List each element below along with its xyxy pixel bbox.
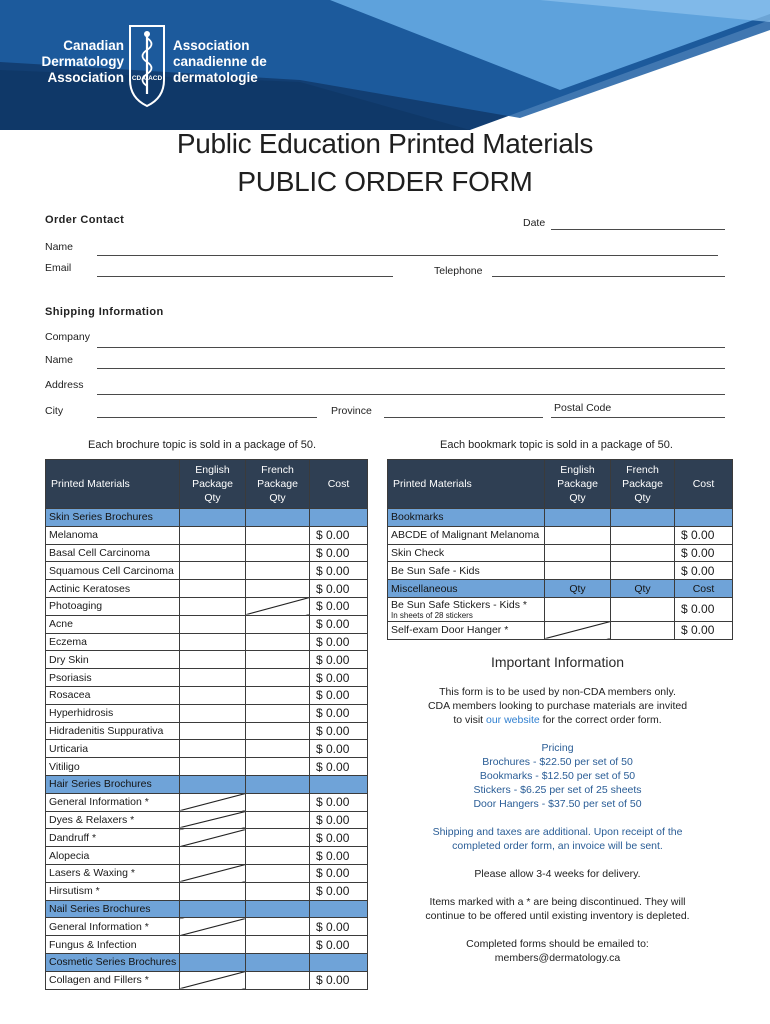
english-qty-unavailable <box>180 793 246 811</box>
item-label: Alopecia <box>46 847 180 865</box>
cost-cell: $ 0.00 <box>310 740 368 758</box>
section-cell <box>611 509 675 527</box>
cost-cell: $ 0.00 <box>310 669 368 687</box>
shipping-name-field[interactable] <box>97 368 725 369</box>
table-row <box>388 526 733 544</box>
french-qty-input[interactable] <box>246 811 310 829</box>
english-qty-input[interactable] <box>180 526 246 544</box>
french-qty-input[interactable] <box>246 918 310 936</box>
table-row <box>46 722 368 740</box>
cost-cell: $ 0.00 <box>310 597 368 615</box>
french-qty-input[interactable] <box>246 526 310 544</box>
logo-english-name: Canadian Dermatology Association <box>41 38 124 85</box>
french-qty-input[interactable] <box>246 562 310 580</box>
table-row <box>46 544 368 562</box>
section-label: Cosmetic Series Brochures <box>46 953 180 971</box>
col-french-qty: French Package Qty <box>611 460 675 509</box>
delivery-note: Please allow 3-4 weeks for delivery. <box>474 868 641 880</box>
french-qty-unavailable <box>246 597 310 615</box>
item-label: Rosacea <box>46 686 180 704</box>
cost-cell: $ 0.00 <box>310 829 368 847</box>
section-row <box>388 509 733 527</box>
cost-cell: $ 0.00 <box>310 882 368 900</box>
english-qty-input[interactable] <box>545 597 611 621</box>
english-qty-input[interactable] <box>180 580 246 598</box>
section-cell <box>246 775 310 793</box>
section-label: Skin Series Brochures <box>46 509 180 527</box>
french-qty-input[interactable] <box>246 740 310 758</box>
english-qty-input[interactable] <box>180 651 246 669</box>
bookmark-order-table <box>387 459 733 640</box>
table-row <box>46 669 368 687</box>
item-label: Hirsutism * <box>46 882 180 900</box>
french-qty-input[interactable] <box>611 621 675 639</box>
discontinued-note: Items marked with a * are being discontinued. They will continue to be offered until existing inventory is depleted. <box>425 896 690 922</box>
french-qty-input[interactable] <box>246 704 310 722</box>
date-field[interactable] <box>551 229 725 230</box>
cost-cell: $ 0.00 <box>310 615 368 633</box>
section-cell <box>246 509 310 527</box>
item-label: Hyperhidrosis <box>46 704 180 722</box>
col-english-qty: English Package Qty <box>545 460 611 509</box>
cost-cell: $ 0.00 <box>310 633 368 651</box>
section-label: Nail Series Brochures <box>46 900 180 918</box>
item-label: Be Sun Safe - Kids <box>388 562 545 580</box>
section-row <box>46 900 368 918</box>
table-row <box>46 580 368 598</box>
table-row <box>46 829 368 847</box>
table-row <box>46 562 368 580</box>
section-cell: Qty <box>611 580 675 598</box>
item-label: Psoriasis <box>46 669 180 687</box>
postal-code-field[interactable] <box>551 417 725 418</box>
table-row <box>46 847 368 865</box>
svg-text:CDA·ACD: CDA·ACD <box>131 75 163 82</box>
item-label: Skin Check <box>388 544 545 562</box>
french-qty-input[interactable] <box>246 971 310 989</box>
item-label: Dry Skin <box>46 651 180 669</box>
company-field[interactable] <box>97 347 725 348</box>
col-french-qty: French Package Qty <box>246 460 310 509</box>
table-row <box>46 758 368 776</box>
french-qty-input[interactable] <box>246 864 310 882</box>
pricing-block: Pricing Brochures - $22.50 per set of 50 Bookmarks - $12.50 per set of 50 Stickers - $6.25 per set of 25 sheets Door Hangers - $37.50 per set of 50 <box>473 742 642 810</box>
province-label: Province <box>331 405 372 417</box>
email-instructions: Completed forms should be emailed to: members@dermatology.ca <box>395 937 720 965</box>
important-info-heading: Important Information <box>490 654 625 670</box>
section-cell: Cost <box>675 580 733 598</box>
item-label: Acne <box>46 615 180 633</box>
section-label: Hair Series Brochures <box>46 775 180 793</box>
section-row <box>46 509 368 527</box>
section-cell <box>310 953 368 971</box>
french-qty-input[interactable] <box>246 580 310 598</box>
shipping-heading: Shipping Information <box>45 306 164 318</box>
item-label: Melanoma <box>46 526 180 544</box>
item-label: Hidradenitis Suppurativa <box>46 722 180 740</box>
english-qty-input[interactable] <box>180 633 246 651</box>
logo-french-name: Association canadienne de dermatologie <box>173 38 267 85</box>
cost-cell: $ 0.00 <box>310 651 368 669</box>
item-label: Dyes & Relaxers * <box>46 811 180 829</box>
cost-cell: $ 0.00 <box>310 686 368 704</box>
french-qty-input[interactable] <box>246 615 310 633</box>
table-row <box>388 544 733 562</box>
english-qty-input[interactable] <box>180 704 246 722</box>
table-row <box>46 633 368 651</box>
table-row <box>46 918 368 936</box>
english-qty-unavailable <box>545 621 611 639</box>
section-cell <box>310 900 368 918</box>
members-note: This form is to be used by non-CDA members only. CDA members looking to purchase materials are invited to visit our website for the correct order form. <box>427 686 688 726</box>
cost-cell: $ 0.00 <box>310 562 368 580</box>
section-row <box>46 953 368 971</box>
section-cell <box>246 953 310 971</box>
table-row <box>46 882 368 900</box>
english-qty-input[interactable] <box>545 562 611 580</box>
contact-name-label: Name <box>45 241 74 253</box>
postal-code-label: Postal Code <box>554 402 612 414</box>
french-qty-input[interactable] <box>611 562 675 580</box>
english-qty-unavailable <box>180 811 246 829</box>
cost-cell: $ 0.00 <box>310 918 368 936</box>
email-label: Email <box>45 262 72 274</box>
shipping-taxes-note: Shipping and taxes are additional. Upon receipt of the completed order form, an invoice will be sent. <box>432 826 683 852</box>
cost-cell: $ 0.00 <box>310 544 368 562</box>
french-qty-input[interactable] <box>246 633 310 651</box>
province-field[interactable] <box>384 417 543 418</box>
address-label: Address <box>45 379 84 391</box>
cost-cell: $ 0.00 <box>310 722 368 740</box>
french-qty-input[interactable] <box>246 847 310 865</box>
item-label: Fungus & Infection <box>46 936 180 954</box>
col-printed-materials: Printed Materials <box>388 460 545 509</box>
french-qty-input[interactable] <box>611 544 675 562</box>
cost-cell: $ 0.00 <box>310 704 368 722</box>
french-qty-input[interactable] <box>246 669 310 687</box>
section-label: Bookmarks <box>388 509 545 527</box>
cost-cell: $ 0.00 <box>675 621 733 639</box>
english-qty-unavailable <box>180 918 246 936</box>
french-qty-input[interactable] <box>246 882 310 900</box>
section-label: Miscellaneous <box>388 580 545 598</box>
section-cell <box>310 775 368 793</box>
email-field[interactable] <box>97 276 393 277</box>
section-row <box>388 580 733 598</box>
cost-cell: $ 0.00 <box>310 811 368 829</box>
item-label: Lasers & Waxing * <box>46 864 180 882</box>
website-link[interactable]: our website <box>486 714 540 726</box>
table-row <box>46 651 368 669</box>
telephone-label: Telephone <box>434 265 483 277</box>
item-label: Photoaging <box>46 597 180 615</box>
french-qty-input[interactable] <box>611 597 675 621</box>
section-cell <box>545 509 611 527</box>
english-qty-input[interactable] <box>180 758 246 776</box>
page-title: Public Education Printed Materials <box>176 128 594 159</box>
telephone-field[interactable] <box>492 276 725 277</box>
table-row <box>46 615 368 633</box>
table-row <box>388 597 733 621</box>
section-cell <box>180 509 246 527</box>
english-qty-input[interactable] <box>545 526 611 544</box>
english-qty-input[interactable] <box>180 686 246 704</box>
table-row <box>46 526 368 544</box>
item-label: ABCDE of Malignant Melanoma <box>388 526 545 544</box>
item-label: General Information * <box>46 918 180 936</box>
table-row <box>46 936 368 954</box>
english-qty-input[interactable] <box>180 847 246 865</box>
order-contact-heading: Order Contact <box>45 214 125 226</box>
shipping-name-label: Name <box>45 354 74 366</box>
item-label: Collagen and Fillers * <box>46 971 180 989</box>
cda-logo[interactable] <box>40 24 280 108</box>
english-qty-input[interactable] <box>180 936 246 954</box>
table-row <box>46 704 368 722</box>
members-email-link[interactable]: members@dermatology.ca <box>494 952 621 964</box>
cost-cell: $ 0.00 <box>310 971 368 989</box>
item-sublabel: In sheets of 28 stickers <box>391 610 473 620</box>
cost-cell: $ 0.00 <box>675 562 733 580</box>
item-label: General Information * <box>46 793 180 811</box>
item-label: Self-exam Door Hanger * <box>388 621 545 639</box>
brochure-package-note: Each brochure topic is sold in a package of 50. <box>88 439 317 451</box>
french-qty-input[interactable] <box>246 722 310 740</box>
section-cell <box>246 900 310 918</box>
cost-cell: $ 0.00 <box>310 758 368 776</box>
cost-cell: $ 0.00 <box>310 580 368 598</box>
english-qty-unavailable <box>180 864 246 882</box>
item-label: Vitiligo <box>46 758 180 776</box>
table-row <box>388 621 733 639</box>
english-qty-input[interactable] <box>180 597 246 615</box>
english-qty-input[interactable] <box>180 669 246 687</box>
cost-cell: $ 0.00 <box>675 544 733 562</box>
table-row <box>46 971 368 989</box>
col-cost: Cost <box>310 460 368 509</box>
french-qty-input[interactable] <box>246 829 310 847</box>
english-qty-unavailable <box>180 829 246 847</box>
table-row <box>46 793 368 811</box>
table-row <box>46 686 368 704</box>
french-qty-input[interactable] <box>246 758 310 776</box>
item-label: Be Sun Safe Stickers - Kids * In sheets of 28 stickers <box>388 597 545 621</box>
french-qty-input[interactable] <box>246 686 310 704</box>
rod-of-asclepius-icon <box>126 24 168 108</box>
cost-cell: $ 0.00 <box>310 936 368 954</box>
section-cell: Qty <box>545 580 611 598</box>
item-label: Eczema <box>46 633 180 651</box>
section-row <box>46 775 368 793</box>
english-qty-input[interactable] <box>180 544 246 562</box>
english-qty-unavailable <box>180 971 246 989</box>
cost-cell: $ 0.00 <box>310 847 368 865</box>
table-row <box>46 864 368 882</box>
english-qty-input[interactable] <box>180 615 246 633</box>
cost-cell: $ 0.00 <box>675 526 733 544</box>
cost-cell: $ 0.00 <box>310 864 368 882</box>
french-qty-input[interactable] <box>611 526 675 544</box>
city-label: City <box>45 405 64 417</box>
col-cost: Cost <box>675 460 733 509</box>
section-cell <box>180 900 246 918</box>
contact-name-field[interactable] <box>97 255 718 256</box>
item-label: Urticaria <box>46 740 180 758</box>
brochure-order-table <box>45 459 368 990</box>
cost-cell: $ 0.00 <box>675 597 733 621</box>
table-row <box>388 562 733 580</box>
cost-cell: $ 0.00 <box>310 793 368 811</box>
date-label: Date <box>523 217 546 229</box>
table-row <box>46 740 368 758</box>
english-qty-input[interactable] <box>180 722 246 740</box>
city-field[interactable] <box>97 417 317 418</box>
section-cell <box>675 509 733 527</box>
section-cell <box>180 953 246 971</box>
col-english-qty: English Package Qty <box>180 460 246 509</box>
table-row <box>46 597 368 615</box>
french-qty-input[interactable] <box>246 544 310 562</box>
english-qty-input[interactable] <box>180 882 246 900</box>
french-qty-input[interactable] <box>246 651 310 669</box>
french-qty-input[interactable] <box>246 793 310 811</box>
table-row <box>46 811 368 829</box>
french-qty-input[interactable] <box>246 936 310 954</box>
col-printed-materials: Printed Materials <box>46 460 180 509</box>
item-label: Actinic Keratoses <box>46 580 180 598</box>
cost-cell: $ 0.00 <box>310 526 368 544</box>
section-cell <box>180 775 246 793</box>
english-qty-input[interactable] <box>545 544 611 562</box>
english-qty-input[interactable] <box>180 740 246 758</box>
address-field[interactable] <box>97 394 725 395</box>
page-subtitle: PUBLIC ORDER FORM <box>237 166 533 197</box>
section-cell <box>310 509 368 527</box>
bookmark-package-note: Each bookmark topic is sold in a package of 50. <box>440 439 673 451</box>
english-qty-input[interactable] <box>180 562 246 580</box>
item-label: Dandruff * <box>46 829 180 847</box>
item-label: Basal Cell Carcinoma <box>46 544 180 562</box>
item-label: Squamous Cell Carcinoma <box>46 562 180 580</box>
company-label: Company <box>45 331 90 343</box>
